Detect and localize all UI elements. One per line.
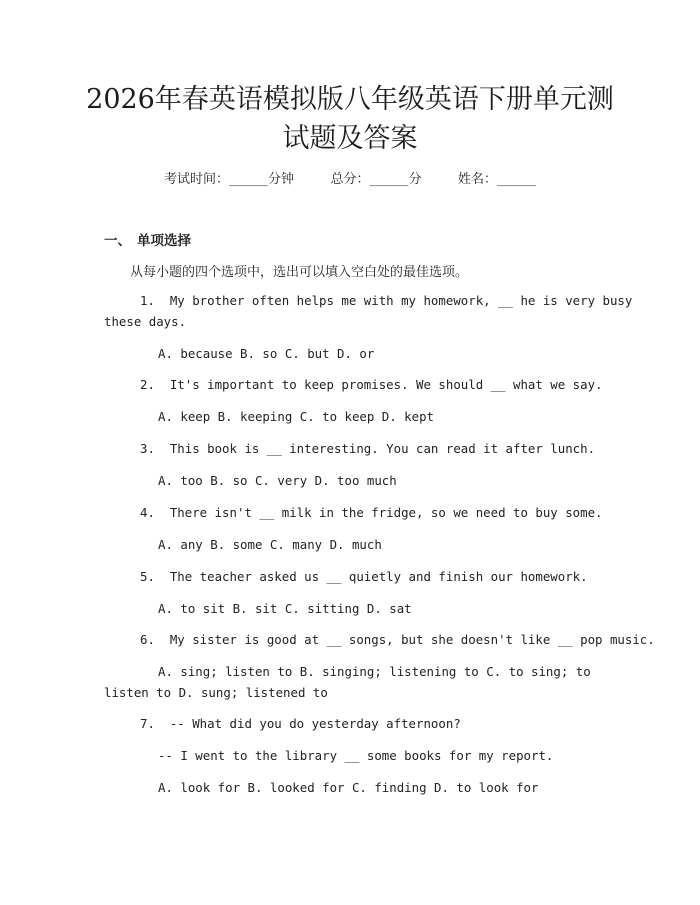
question-number: 2. — [140, 377, 155, 392]
section-number: 一、 — [104, 233, 131, 249]
question-number: 6. — [140, 632, 155, 647]
question-6-options-continuation: listen to D. sung; listened to — [104, 685, 328, 700]
student-name: 姓名：______ — [458, 172, 537, 187]
question-text: The teacher asked us __ quietly and finish our homework. — [169, 569, 588, 584]
question-7 — [104, 716, 461, 731]
question-1-continuation: these days. — [104, 314, 187, 329]
question-number: 3. — [140, 441, 155, 456]
exam-time: 考试时间：______分钟 — [163, 172, 294, 187]
question-6 — [104, 632, 655, 647]
question-6-options: A. sing; listen to B. singing; listening to C. to sing; to — [158, 664, 591, 679]
section-title: 单项选择 — [137, 233, 191, 249]
exam-meta — [0, 168, 700, 187]
question-number: 1. — [140, 293, 155, 308]
question-1 — [104, 293, 632, 308]
question-number: 4. — [140, 505, 155, 520]
section-heading — [104, 229, 191, 249]
question-number: 5. — [140, 569, 155, 584]
question-7-options: A. look for B. looked for C. finding D. to look for — [158, 780, 539, 795]
question-2-options: A. keep B. keeping C. to keep D. kept — [158, 409, 435, 424]
question-3 — [104, 441, 595, 456]
question-text: There isn't __ milk in the fridge, so we need to buy some. — [169, 505, 603, 520]
question-2 — [104, 377, 603, 392]
question-3-options: A. too B. so C. very D. too much — [158, 473, 397, 488]
question-text: My sister is good at __ songs, but she doesn't like __ pop music. — [169, 632, 655, 647]
question-4 — [104, 505, 603, 520]
question-5 — [104, 569, 588, 584]
question-text: It's important to keep promises. We should __ what we say. — [169, 377, 603, 392]
section-instruction: 从每小题的四个选项中，选出可以填入空白处的最佳选项。 — [130, 265, 469, 280]
document-title: 2026年春英语模拟版八年级英语下册单元测试题及答案 — [86, 84, 614, 154]
question-text: My brother often helps me with my homework, __ he is very busy — [169, 293, 633, 308]
question-text: -- What did you do yesterday afternoon? — [169, 716, 461, 731]
question-5-options: A. to sit B. sit C. sitting D. sat — [158, 601, 412, 616]
total-score: 总分：______分 — [330, 172, 422, 187]
question-text: This book is __ interesting. You can read it after lunch. — [169, 441, 596, 456]
question-7-line-2: -- I went to the library __ some books for my report. — [158, 748, 554, 763]
question-number: 7. — [140, 716, 155, 731]
question-1-options: A. because B. so C. but D. or — [158, 346, 375, 361]
question-4-options: A. any B. some C. many D. much — [158, 537, 382, 552]
